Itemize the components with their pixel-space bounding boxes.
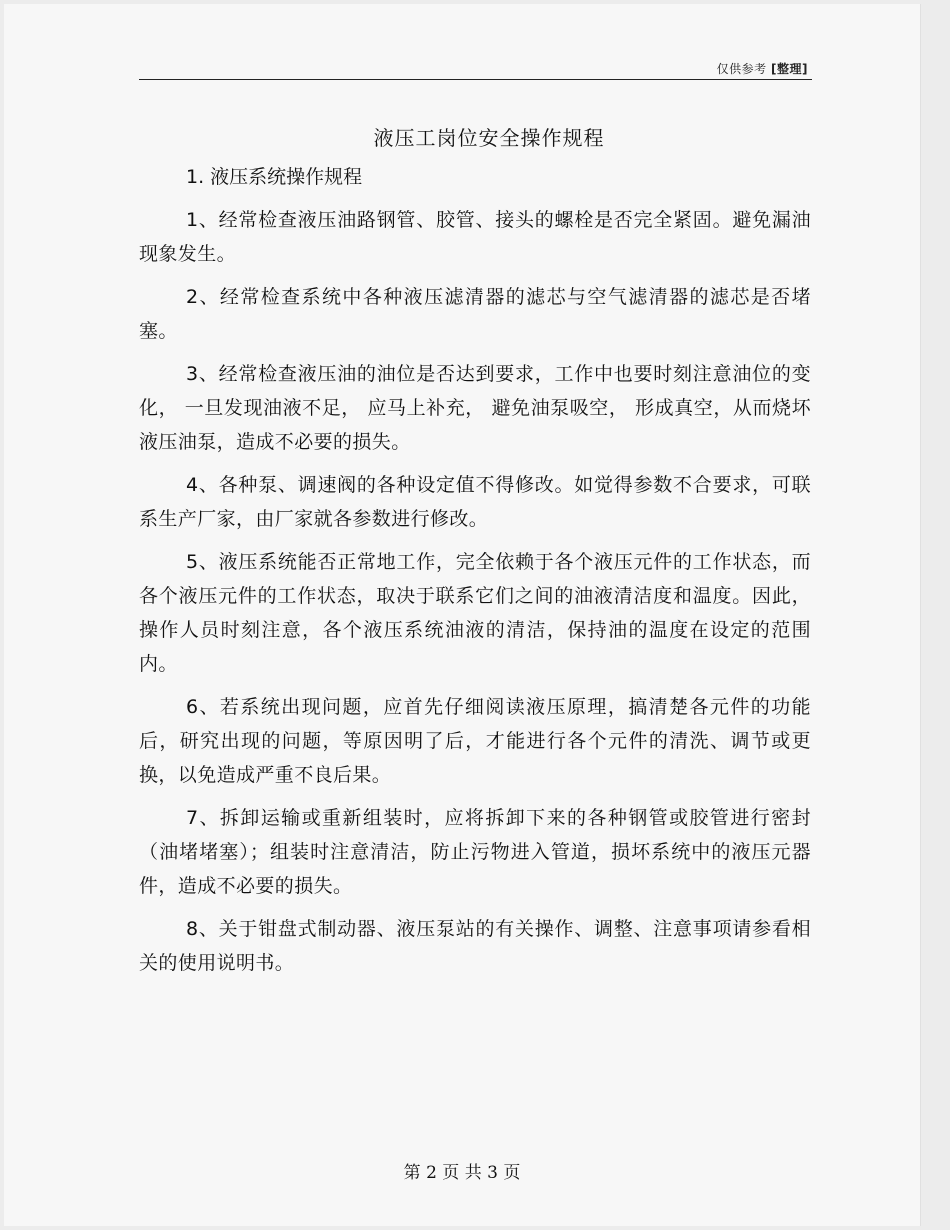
paragraph-1: 1、经常检查液压油路钢管、胶管、接头的螺栓是否完全紧固。避免漏油现象发生。 <box>139 209 811 265</box>
document-title: 液压工岗位安全操作规程 <box>373 126 605 150</box>
paragraph-5: 5、液压系统能否正常地工作，完全依赖于各个液压元件的工作状态，而各个液压元件的工作状态，取决于联系它们之间的油液清洁度和温度。因此，操作人员时刻注意，各个液压系统油液的清洁，保持油的温度在设定的范围内。 <box>139 551 811 675</box>
page-number: 第 2 页 共 3 页 <box>403 1163 521 1183</box>
paragraph-2: 2、经常检查系统中各种液压滤清器的滤芯与空气滤清器的滤芯是否堵塞。 <box>139 286 811 342</box>
paragraph-3: 3、经常检查液压油的油位是否达到要求，工作中也要时刻注意油位的变化， 一旦发现油液不足， 应马上补充， 避免油泵吸空， 形成真空，从而烧坏液压油泵，造成不必要的损失。 <box>139 363 811 453</box>
header-divider <box>139 79 812 80</box>
header-note <box>717 60 808 77</box>
document-page <box>4 4 921 1226</box>
paragraph-4: 4、各种泵、调速阀的各种设定值不得修改。如觉得参数不合要求，可联系生产厂家，由厂家就各参数进行修改。 <box>139 474 811 530</box>
header-note-text: 仅供参考 <box>716 62 767 76</box>
document-body <box>139 160 811 980</box>
paragraph-6: 6、若系统出现问题，应首先仔细阅读液压原理，搞清楚各元件的功能后，研究出现的问题，等原因明了后，才能进行各个元件的清洗、调节或更换，以免造成严重不良后果。 <box>139 696 811 786</box>
section-heading: 1. 液压系统操作规程 <box>186 166 363 188</box>
header-note-tag: [整理] <box>771 62 808 76</box>
paragraph-7: 7、拆卸运输或重新组装时，应将拆卸下来的各种钢管或胶管进行密封（油堵堵塞）；组装时注意清洁，防止污物进入管道，损坏系统中的液压元器件，造成不必要的损失。 <box>139 807 811 897</box>
paragraph-8: 8、关于钳盘式制动器、液压泵站的有关操作、调整、注意事项请参看相关的使用说明书。 <box>139 918 811 974</box>
